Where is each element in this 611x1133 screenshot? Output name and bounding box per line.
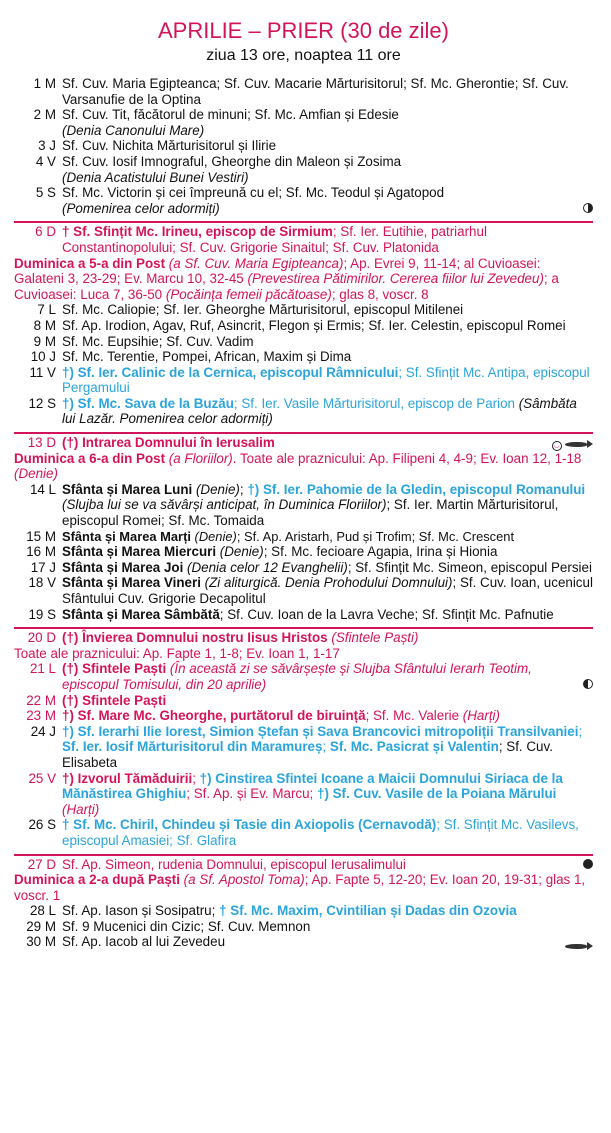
- day-row-24: 24 J †) Sf. Ierarhi Ilie Iorest, Simion Ștefan și Sava Brancovici mitropoliții Transilvaniei; Sf. Ier. Iosif Mărturisitorul din Maramureș; Sf. Mc. Pasicrat și Valentin; Sf. Cuv. Elisabeta: [30, 723, 583, 770]
- day-row-6: 6 D † Sf. Sfințit Mc. Irineu, episcop de Sirmium; Sf. Ier. Eutihie, patriarhul Constantinopolului; Sf. Cuv. Grigorie Sinaitul; Sf. Cuv. Platonida: [35, 224, 487, 255]
- fish-icon: [565, 442, 587, 447]
- new-moon-icon: [583, 858, 593, 874]
- day-row-4: 4 V Sf. Cuv. Iosif Imnograful, Gheorghe din Maleon și Zosima (Denia Acatistului Bunei Vestiri): [35, 153, 402, 185]
- day-row-13: 13 D (†) Intrarea Domnului în Ierusalim ◡: [14, 435, 593, 451]
- sunday-readings-6: Duminica a 5-a din Post (a Sf. Cuv. Maria Egipteanca); Ap. Evrei 9, 11-14; al Cuvioasei: Galateni 3, 23-29; Ev. Marcu 10, 32-45 (Prevestirea Pătimirilor. Cererea fiilor lui Zevedeu); a Cuvioasei: Luca 7, 36-50 (Pocăința femeii păcătoase); glas 8, voscr. 8: [14, 255, 559, 302]
- sunday-readings-13: Duminica a 6-a din Post (a Floriilor). Toate ale praznicului: Ap. Filipeni 4, 4-9; Ev. Ioan 12, 1-18 (Denie): [14, 450, 582, 482]
- day-row-18: 18 V Sfânta și Marea Vineri (Zi aliturgică. Denia Prohodului Domnului); Sf. Cuv. Ioan, ucenicul Sfântului Cuv. Grigorie Decapolitul: [28, 575, 593, 606]
- day-row-2: 2 M Sf. Cuv. Tit, făcătorul de minuni; Sf. Mc. Amfian și Edesie (Denia Canonului Mare): [33, 107, 399, 138]
- day-row-20: 20 D (†) Învierea Domnului nostru Iisus Hristos (Sfintele Paști): [27, 630, 419, 646]
- day-row-10: 10 J Sf. Mc. Terentie, Pompei, African, Maxim și Dima: [30, 349, 352, 365]
- month-subtitle: ziua 13 ore, noaptea 11 ore: [206, 47, 401, 64]
- day-row-12: 12 S †) Sf. Mc. Sava de la Buzău; Sf. Ier. Vasile Mărturisitorul, episcop de Parion (Sâmbăta lui Lazăr. Pomenirea celor adormiți): [28, 395, 577, 427]
- day-row-26: 26 S † Sf. Mc. Chiril, Chindeu și Tasie din Axiopolis (Cernavodă); Sf. Sfințit Mc. Vasilevs, episcopul Amasiei; Sf. Glafira: [28, 817, 579, 848]
- day-row-30: 30 M Sf. Ap. Iacob al lui Zevedeu: [14, 934, 593, 950]
- day-row-28: 28 L Sf. Ap. Iason și Sosipatru; † Sf. Mc. Maxim, Cvintilian și Dadas din Ozovia: [29, 903, 517, 919]
- calendar-entries: [14, 76, 593, 950]
- day-row-17: 17 J Sfânta și Marea Joi (Denia celor 12 Evanghelii); Sf. Sfințit Mc. Simeon, episcopul Persiei: [30, 559, 592, 575]
- day-row-9: 9 M Sf. Mc. Eupsihie; Sf. Cuv. Vadim: [33, 333, 254, 349]
- day-row-25: 25 V †) Izvorul Tămăduirii; †) Cinstirea Sfintei Icoane a Maicii Domnului Siriaca de la Mănăstirea Ghighiu; Sf. Ap. și Ev. Marcu; †) Sf. Cuv. Vasile de la Poiana Mărului (Harți): [28, 770, 563, 817]
- day-row-7: 7 L Sf. Mc. Caliopie; Sf. Ier. Gheorghe Mărturisitorul, episcopul Mitilenei: [37, 302, 464, 318]
- fish-icon: [565, 938, 587, 954]
- smile-face-icon: ◡: [553, 442, 560, 450]
- day-row-16: 16 M Sfânta și Marea Miercuri (Denie); Sf. Mc. fecioare Agapia, Irina și Hionia: [26, 544, 498, 560]
- sunday-readings-27: Duminica a 2-a după Paști (a Sf. Apostol Toma); Ap. Fapte 5, 12-20; Ev. Ioan 20, 19-31; glas 1, voscr. 1: [14, 872, 586, 903]
- day-row-29: 29 M Sf. 9 Mucenici din Cizic; Sf. Cuv. Memnon: [26, 918, 311, 934]
- day-row-14: 14 L Sfânta și Marea Luni (Denie); †) Sf. Ier. Pahomie de la Gledin, episcopul Romanului (Slujba lui se va săvârși anticipat, în Duminica Floriilor); Sf. Ier. Martin Mărturisitorul, episcopul Romei; Sf. Mc. Tomaida: [29, 481, 586, 529]
- day-row-5: 5 S Sf. Mc. Victorin și cei împreună cu el; Sf. Mc. Teodul și Agatopod (Pomenirea celor adormiți): [14, 185, 593, 216]
- first-quarter-moon-icon: [583, 202, 593, 218]
- day-row-11: 11 V †) Sf. Ier. Calinic de la Cernica, episcopul Râmnicului; Sf. Sfințit Mc. Antipa, episcopul Pergamului: [29, 364, 590, 396]
- day-row-22: 22 M (†) Sfintele Paști: [26, 692, 167, 708]
- day-row-8: 8 M Sf. Ap. Irodion, Agav, Ruf, Asincrit, Flegon și Ermis; Sf. Ier. Celestin, episcopul Romei: [33, 317, 566, 333]
- day-row-15: 15 M Sfânta și Marea Marți (Denie); Sf. Ap. Aristarh, Pud și Trofim; Sf. Mc. Crescent: [26, 528, 515, 544]
- calendar-page: [0, 18, 611, 1133]
- day-row-19: 19 S Sfânta și Marea Sâmbătă; Sf. Cuv. Ioan de la Lavra Veche; Sf. Sfințit Mc. Pafnutie: [28, 606, 554, 622]
- month-title: APRILIE – PRIER (30 de zile): [157, 18, 449, 43]
- day-row-23: 23 M †) Sf. Mare Mc. Gheorghe, purtătorul de biruință; Sf. Mc. Valerie (Harți): [26, 708, 500, 724]
- sunday-readings-20: Toate ale praznicului: Ap. Fapte 1, 1-8; Ev. Ioan 1, 1-17: [14, 645, 340, 661]
- day-row-1: 1 M Sf. Cuv. Maria Egipteanca; Sf. Cuv. Macarie Mărturisitorul; Sf. Mc. Gherontie; Sf. Cuv. Varsanufie de la Optina: [33, 76, 569, 107]
- day-row-27: 27 D Sf. Ap. Simeon, rudenia Domnului, episcopul Ierusalimului: [14, 857, 593, 873]
- day-row-3: 3 J Sf. Cuv. Nichita Mărturisitorul și Ilirie: [38, 138, 277, 154]
- day-row-21: 21 L (†) Sfintele Paști (În această zi se săvârșește și Slujba Sfântului Ierarh Teotim, episcopul Tomisului, din 20 aprilie): [14, 661, 593, 692]
